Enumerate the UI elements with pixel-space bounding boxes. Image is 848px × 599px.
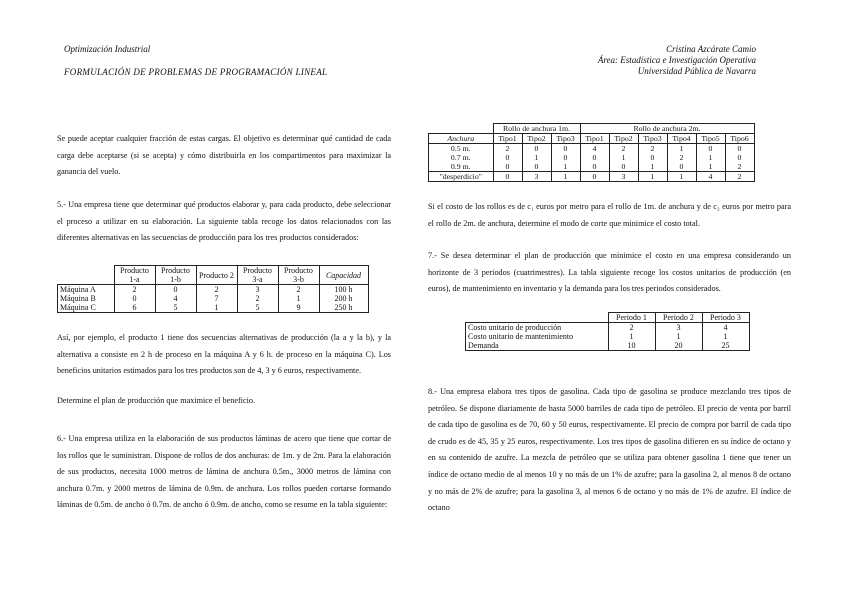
t5-cell: 7 bbox=[196, 294, 237, 303]
t6-cell: 1 bbox=[551, 172, 580, 182]
t6-cell: 0 bbox=[580, 172, 609, 182]
t7-cell: 1 bbox=[702, 332, 749, 341]
intro-paragraph: Se puede aceptar cualquier fracción de estas cargas. El objetivo es determinar qué cantidad de cada carga debe aceptarse (si se acepta) y cómo distribuirla en los compartimentos para maximizar la ganancia del vuelo. bbox=[57, 134, 391, 177]
t5-h3: Producto 3-a bbox=[237, 266, 278, 285]
t5-cell: 2 bbox=[114, 285, 155, 295]
t6-cell: 2 bbox=[609, 144, 638, 154]
t6-type: Tipo3 bbox=[638, 134, 667, 144]
t5-cell: 2 bbox=[278, 285, 319, 295]
t6-corner: Anchura bbox=[429, 134, 494, 144]
t6-type: Tipo2 bbox=[522, 134, 551, 144]
t6-cell: 0 bbox=[522, 144, 551, 154]
t6-cell: 3 bbox=[522, 172, 551, 182]
t6-cell: 1 bbox=[609, 153, 638, 162]
t6-cell: 1 bbox=[696, 153, 725, 162]
t6-cell: 1 bbox=[522, 153, 551, 162]
t6-cell: 0 bbox=[493, 172, 522, 182]
t5-h4: Producto 3-b bbox=[278, 266, 319, 285]
t5-cell: 200 h bbox=[319, 294, 368, 303]
t5-cell: 9 bbox=[278, 303, 319, 313]
t7-header: Periodo 3 bbox=[702, 313, 749, 323]
t6-cell: 2 bbox=[725, 162, 754, 172]
t7-cell: 1 bbox=[655, 332, 702, 341]
t5-cell: 6 bbox=[114, 303, 155, 313]
problem-5-task: Determine el plan de producción que maximice el beneficio. bbox=[57, 396, 256, 405]
problem-6-statement: 6.- Una empresa utiliza en la elaboración de sus productos láminas de acero que tiene que cortar de los rollos que le suministran. Dispone de rollos de dos anchuras: de 1m. y de 2m. Para la elaboración de sus productos, necesita 1000 metros de lámina de anchura 0.5m., 3000 metros de lámina con anchura 0.7m. y 2000 metros de lámina de 0.9m. de anchura. Los rollos pueden cortarse formando láminas de 0.5m. de ancho ó 0.7m. de ancho ó 0.9m. de ancho, como se resume en la tabla siguiente: bbox=[57, 434, 391, 510]
t5-cell: 5 bbox=[237, 303, 278, 313]
t6-cell: 0 bbox=[580, 153, 609, 162]
t6-cell: 0 bbox=[551, 153, 580, 162]
t6-cell: 0 bbox=[667, 162, 696, 172]
t5-cell: 2 bbox=[237, 294, 278, 303]
t7-cell: 2 bbox=[608, 323, 655, 333]
header-author-name: Cristina Azcárate Camio bbox=[666, 44, 756, 54]
problem-5-example: Así, por ejemplo, el producto 1 tiene dos secuencias alternativas de producción (la a y la b), y la alternativa a consiste en 2 h de proceso en la máquina A y 6 h. de proceso en la máquina C). Los beneficios unitarios estimados para los tres productos son de 4, 3 y 6 euros, respectivamente. bbox=[57, 333, 391, 376]
header-title: FORMULACIÓN DE PROBLEMAS DE PROGRAMACIÓN LINEAL bbox=[64, 67, 328, 77]
t6-type: Tipo6 bbox=[725, 134, 754, 144]
t6-cell: 1 bbox=[696, 162, 725, 172]
t6-cell: 0 bbox=[638, 153, 667, 162]
t5-r1-label: Máquina B bbox=[58, 294, 115, 303]
problem-6-task: Si el costo de los rollos es de c₁ euros por metro para el rollo de 1m. de anchura y de c₂ euros por metro para el rollo de 2m. de anchura, determine el modo de corte que minimice el costo total. bbox=[428, 202, 791, 228]
t6-group2: Rollo de anchura 2m. bbox=[580, 124, 754, 134]
t5-h0: Producto 1-a bbox=[114, 266, 155, 285]
t6-cell: 0 bbox=[493, 153, 522, 162]
t5-cell: 1 bbox=[278, 294, 319, 303]
t7-row-label: Demanda bbox=[466, 341, 609, 351]
table-5 bbox=[57, 265, 369, 313]
t7-cell: 10 bbox=[608, 341, 655, 351]
t6-cell: 1 bbox=[638, 162, 667, 172]
t5-cell: 100 h bbox=[319, 285, 368, 295]
t5-cell: 1 bbox=[196, 303, 237, 313]
t6-cell: 0 bbox=[725, 144, 754, 154]
t6-row-label: 0.5 m. bbox=[429, 144, 494, 154]
t5-cell: 0 bbox=[114, 294, 155, 303]
t6-cell: 2 bbox=[725, 172, 754, 182]
table-6 bbox=[428, 123, 755, 182]
t5-cell: 0 bbox=[155, 285, 196, 295]
t7-row-label: Costo unitario de producción bbox=[466, 323, 609, 333]
t7-cell: 1 bbox=[608, 332, 655, 341]
t6-row-label: "desperdicio" bbox=[429, 172, 494, 182]
header-course: Optimización Industrial bbox=[64, 44, 151, 54]
t6-type: Tipo1 bbox=[580, 134, 609, 144]
t6-cell: 2 bbox=[667, 153, 696, 162]
t6-group1: Rollo de anchura 1m. bbox=[493, 124, 580, 134]
t5-r0-label: Máquina A bbox=[58, 285, 115, 295]
t7-cell: 4 bbox=[702, 323, 749, 333]
t7-cell: 25 bbox=[702, 341, 749, 351]
t6-cell: 1 bbox=[667, 172, 696, 182]
header-author bbox=[598, 44, 756, 77]
t7-header: Periodo 2 bbox=[655, 313, 702, 323]
t7-row-label: Costo unitario de mantenimiento bbox=[466, 332, 609, 341]
t6-type: Tipo2 bbox=[609, 134, 638, 144]
t5-cell: 2 bbox=[196, 285, 237, 295]
header-university: Universidad Pública de Navarra bbox=[637, 66, 756, 76]
t7-cell: 3 bbox=[655, 323, 702, 333]
t6-cell: 1 bbox=[667, 144, 696, 154]
t6-cell: 4 bbox=[580, 144, 609, 154]
t7-header: Periodo 1 bbox=[608, 313, 655, 323]
problem-5-statement: 5.- Una empresa tiene que determinar qué productos elaborar y, para cada producto, debe seleccionar el proceso a utilizar en su elaboración. La siguiente tabla recoge los datos relacionados con las diferentes alternativas en las secuencias de producción para los tres productos considerados: bbox=[57, 200, 391, 243]
t6-row-label: 0.7 m. bbox=[429, 153, 494, 162]
t6-cell: 0 bbox=[609, 162, 638, 172]
t5-cell: 4 bbox=[155, 294, 196, 303]
t6-type: Tipo5 bbox=[696, 134, 725, 144]
t5-h1: Producto 1-b bbox=[155, 266, 196, 285]
t6-cell: 0 bbox=[551, 144, 580, 154]
t7-cell: 20 bbox=[655, 341, 702, 351]
header-area: Área: Estadística e Investigación Operativa bbox=[597, 55, 756, 65]
t5-cell: 3 bbox=[237, 285, 278, 295]
problem-7-statement: 7.- Se desea determinar el plan de producción que minimice el costo en una empresa considerando un horizonte de 3 periodos (cuatrimestres). La tabla siguiente recoge los costos unitarios de producción (en euros), de mantenimiento en inventario y la demanda para los tres periodos considerados. bbox=[428, 251, 791, 294]
t6-cell: 4 bbox=[696, 172, 725, 182]
t6-cell: 0 bbox=[580, 162, 609, 172]
t6-cell: 0 bbox=[725, 153, 754, 162]
table-7 bbox=[465, 312, 750, 351]
t5-h2: Producto 2 bbox=[196, 266, 237, 285]
t6-type: Tipo4 bbox=[667, 134, 696, 144]
t6-type: Tipo3 bbox=[551, 134, 580, 144]
problem-8-statement: 8.- Una empresa elabora tres tipos de gasolina. Cada tipo de gasolina se produce mezclando tres tipos de petróleo. Se dispone diariamente de hasta 5000 barriles de cada tipo de petróleo. El precio de venta por barril de cada tipo de gasolina es de 70, 60 y 50 euros, respectivamente. El precio de compra por barril de cada tipo de crudo es de 45, 35 y 25 euros, respectivamente. Los tres tipos de gasolina difieren en su índice de octano y en su contenido de azufre. La mezcla de petróleo que se utiliza para obtener gasolina 1 tiene que tener un índice de octano medio de al menos 10 y no más de un 1% de azufre; para la gasolina 2, al menos 8 de octano y no más de 2% de azufre; para la gasolina 3, al menos 6 de octano y no más de 1% de azufre. El índice de octano bbox=[428, 387, 791, 513]
t6-type: Tipo1 bbox=[493, 134, 522, 144]
t5-h5: Capacidad bbox=[319, 266, 368, 285]
t5-r2-label: Máquina C bbox=[58, 303, 115, 313]
t6-cell: 1 bbox=[551, 162, 580, 172]
t6-cell: 2 bbox=[638, 144, 667, 154]
t5-cell: 250 h bbox=[319, 303, 368, 313]
t6-cell: 3 bbox=[609, 172, 638, 182]
t5-cell: 5 bbox=[155, 303, 196, 313]
t6-row-label: 0.9 m. bbox=[429, 162, 494, 172]
t6-cell: 0 bbox=[522, 162, 551, 172]
t6-cell: 1 bbox=[638, 172, 667, 182]
t6-cell: 2 bbox=[493, 144, 522, 154]
t6-cell: 0 bbox=[696, 144, 725, 154]
t6-cell: 0 bbox=[493, 162, 522, 172]
